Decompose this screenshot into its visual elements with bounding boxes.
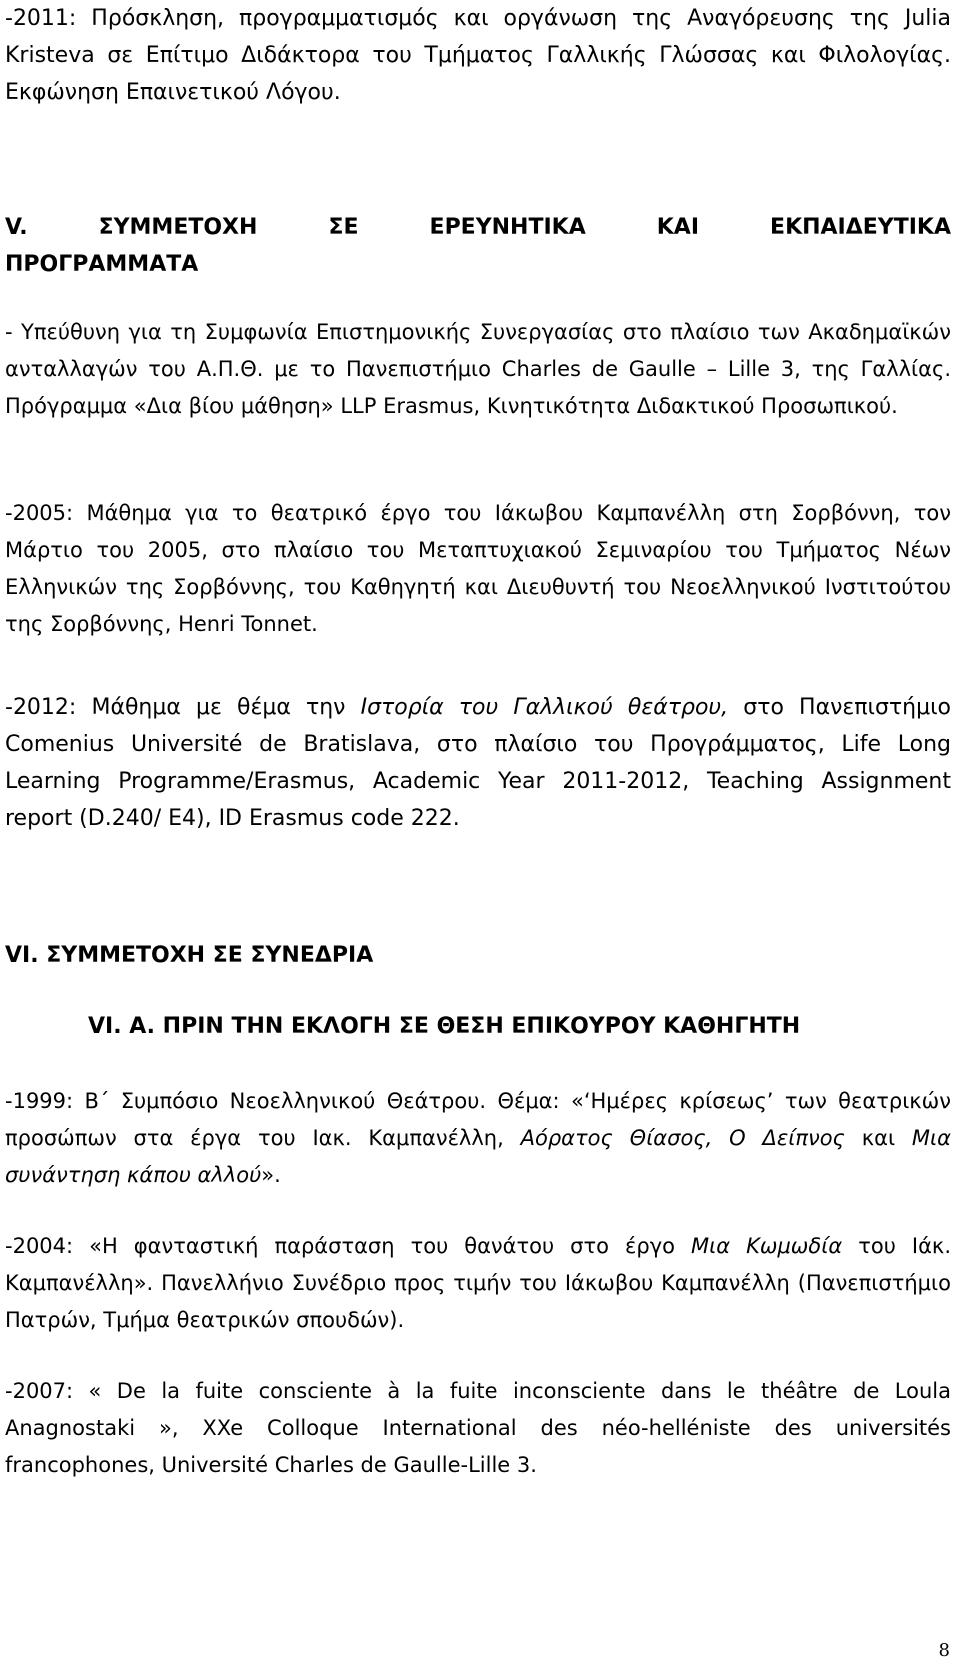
p2004-text-a: -2004: «Η φανταστική παράσταση του θανάτου στο έργο [5,1234,691,1258]
paragraph-2005-sorbonne: -2005: Μάθημα για το θεατρικό έργο του Ιάκωβου Καμπανέλλη στη Σορβόννη, τον Μάρτιο του 2005, στο πλαίσιο του Μεταπτυχιακού Σεμιναρίου του Τμήματος Νέων Ελληνικών της Σορβόννης, του Καθηγητή και Διευθυντή του Νεοελληνικού Ινστιτούτου της Σορβόννης, Henri Tonnet. [5,501,951,636]
section-v-heading-line2-wrap [5,246,951,283]
p1999-italic-1: Αόρατος Θίασος, Ο Δείπνος [520,1126,845,1150]
p2004-text-b: του Ιάκ. Καμπανέλλη». Πανελλήνιο Συνέδριο προς τιμήν του Ιάκωβου Καμπανέλλη (Πανεπιστήμιο Πατρών, Τμήμα θεατρικών σπουδών). [5,1234,951,1332]
paragraph-1999-symposium [5,1083,951,1194]
p2004-italic: Μια Κωμωδία [691,1234,843,1258]
paragraph-2011-kristeva: -2011: Πρόσκληση, προγραμματισμός και οργάνωση της Αναγόρευσης της Julia Kristeva σε Επίτιμο Διδάκτορα του Τμήματος Γαλλικής Γλώσσας και Φιλολογίας. Εκφώνηση Επαινετικού Λόγου. [5,6,951,105]
p1999-text-c: ». [261,1163,281,1187]
paragraph-2007-colloque: -2007: « De la fuite consciente à la fuite inconsciente dans le théâtre de Loula Anagnostaki », XXe Colloque International des néo-helléniste des universités francophones, Université Charles de Gaulle-Lille 3. [5,1379,951,1477]
section-vi-a-heading: VI. A. ΠΡΙΝ ΤΗΝ ΕΚΛΟΓΗ ΣΕ ΘΕΣΗ ΕΠΙΚΟΥΡΟΥ ΚΑΘΗΓΗΤΗ [88,1014,801,1039]
paragraph-agreement-lille: - Υπεύθυνη για τη Συμφωνία Επιστημονικής Συνεργασίας στο πλαίσιο των Ακαδημαϊκών ανταλλαγών του Α.Π.Θ. με το Πανεπιστήμιο Charles de Gaulle – Lille 3, της Γαλλίας. Πρόγραμμα «Δια βίου μάθηση» LLP Erasmus, Κινητικότητα Διδακτικού Προσωπικού. [5,320,951,418]
section-v-heading-line2: ΠΡΟΓΡΑΜΜΑΤΑ [5,252,199,277]
section-v-heading [5,209,951,246]
page-number: 8 [938,1640,950,1661]
section-vi-heading: VI. ΣΥΜΜΕΤΟΧΗ ΣΕ ΣΥΝΕΔΡΙΑ [5,943,374,968]
paragraph-2012-bratislava [5,689,951,837]
p1999-text-b: και [844,1126,912,1150]
p2012-text-b: στο Πανεπιστήμιο Comenius Université de Bratislava, στο πλαίσιο του Προγράμματος, Life Long Learning Programme/Erasmus, Academic Year 2011-2012, Teaching Assignment report (D.240/ E4), ID Erasmus code 222. [5,695,951,831]
p2012-italic-title: Ιστορία του Γαλλικού θεάτρου, [360,695,729,720]
p2012-text-a: -2012: Μάθημα με θέμα την [5,695,361,720]
p1999-text-a: -1999: Β΄ Συμπόσιο Νεοελληνικού Θεάτρου. Θέμα: «‘Ημέρες κρίσεως’ των θεατρικών προσώπων στα έργα του Ιακ. Καμπανέλλη, [5,1089,951,1150]
p1999-italic-2: Μια συνάντηση κάπου αλλού [5,1126,951,1187]
section-v-heading-line1: V. ΣΥΜΜΕΤΟΧΗ ΣΕ ΕΡΕΥΝΗΤΙΚΑ ΚΑΙ ΕΚΠΑΙΔΕΥΤΙΚΑ [5,215,951,240]
paragraph-2004-conference [5,1228,951,1339]
